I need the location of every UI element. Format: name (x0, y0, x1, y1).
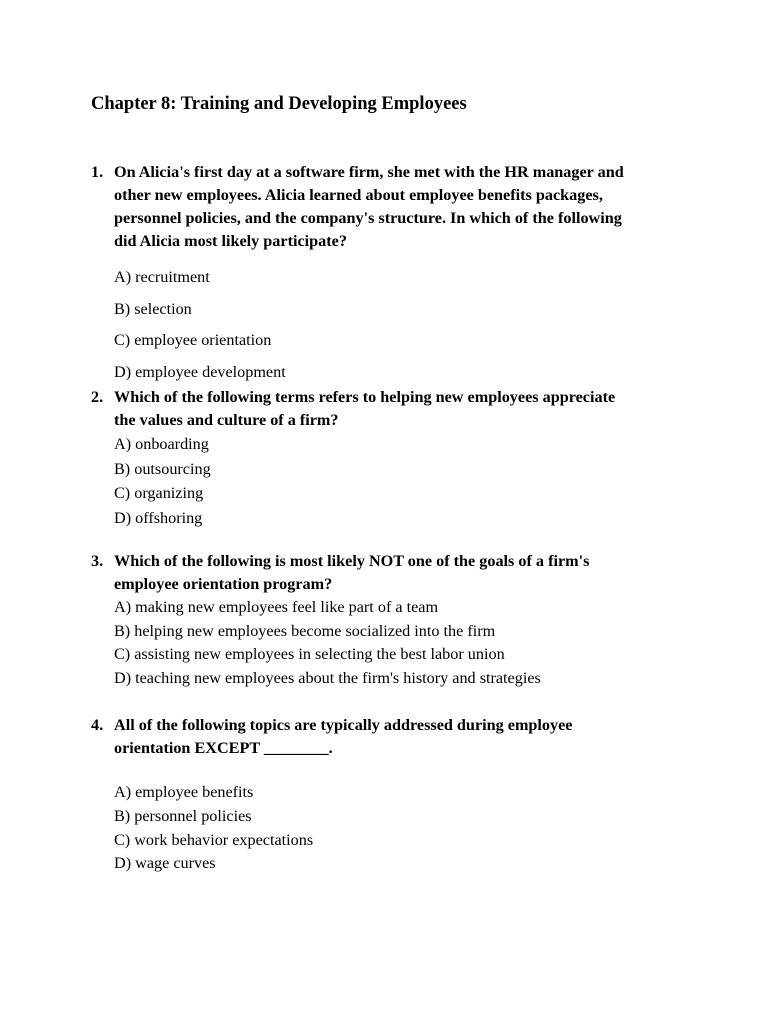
question-text: On Alicia's first day at a software firm, she met with the HR manager and other new employees. Alicia learned about employee benefits packages, personnel policies, and the company's structure. In which of the following did Alicia most likely participate? (114, 163, 624, 250)
answer-option-a: A) making new employees feel like part of a team (114, 598, 439, 616)
question-number: 1. (91, 163, 104, 181)
answer-option-a: A) recruitment (114, 268, 210, 286)
answer-option-b: B) helping new employees become socialized into the firm (114, 621, 496, 640)
question-text: Which of the following terms refers to helping new employees appreciate the values and culture of a firm? (114, 388, 616, 429)
answer-option-b: B) selection (114, 299, 192, 318)
question-text: All of the following topics are typically addressed during employee orientation EXCEPT ________. (114, 716, 573, 757)
answer-option-c: C) work behavior expectations (114, 830, 314, 849)
question-number: 4. (91, 716, 104, 734)
question-3 (91, 550, 691, 691)
answer-options (91, 596, 691, 691)
answer-option-d: D) teaching new employees about the firm's history and strategies (114, 669, 541, 688)
answer-option-c: C) assisting new employees in selecting the best labor union (114, 645, 505, 664)
question-2 (91, 386, 691, 530)
page-title: Chapter 8: Training and Developing Employees (91, 94, 467, 114)
question-number: 3. (91, 552, 104, 570)
question-4 (91, 714, 691, 876)
answer-option-b: B) personnel policies (114, 806, 252, 825)
answer-option-a: A) employee benefits (114, 783, 254, 801)
answer-option-c: C) employee orientation (114, 331, 272, 349)
answer-options (91, 781, 691, 876)
answer-option-a: A) onboarding (114, 435, 209, 453)
question-number: 2. (91, 388, 104, 406)
answer-options (91, 432, 691, 530)
answer-option-b: B) outsourcing (114, 459, 211, 478)
question-1 (91, 161, 691, 388)
answer-option-c: C) organizing (114, 484, 204, 502)
answer-options (91, 262, 691, 388)
answer-option-d: D) offshoring (114, 508, 203, 527)
answer-option-d: D) employee development (114, 362, 286, 381)
answer-option-d: D) wage curves (114, 854, 216, 873)
question-text: Which of the following is most likely NOT one of the goals of a firm's employee orientation program? (114, 552, 590, 593)
